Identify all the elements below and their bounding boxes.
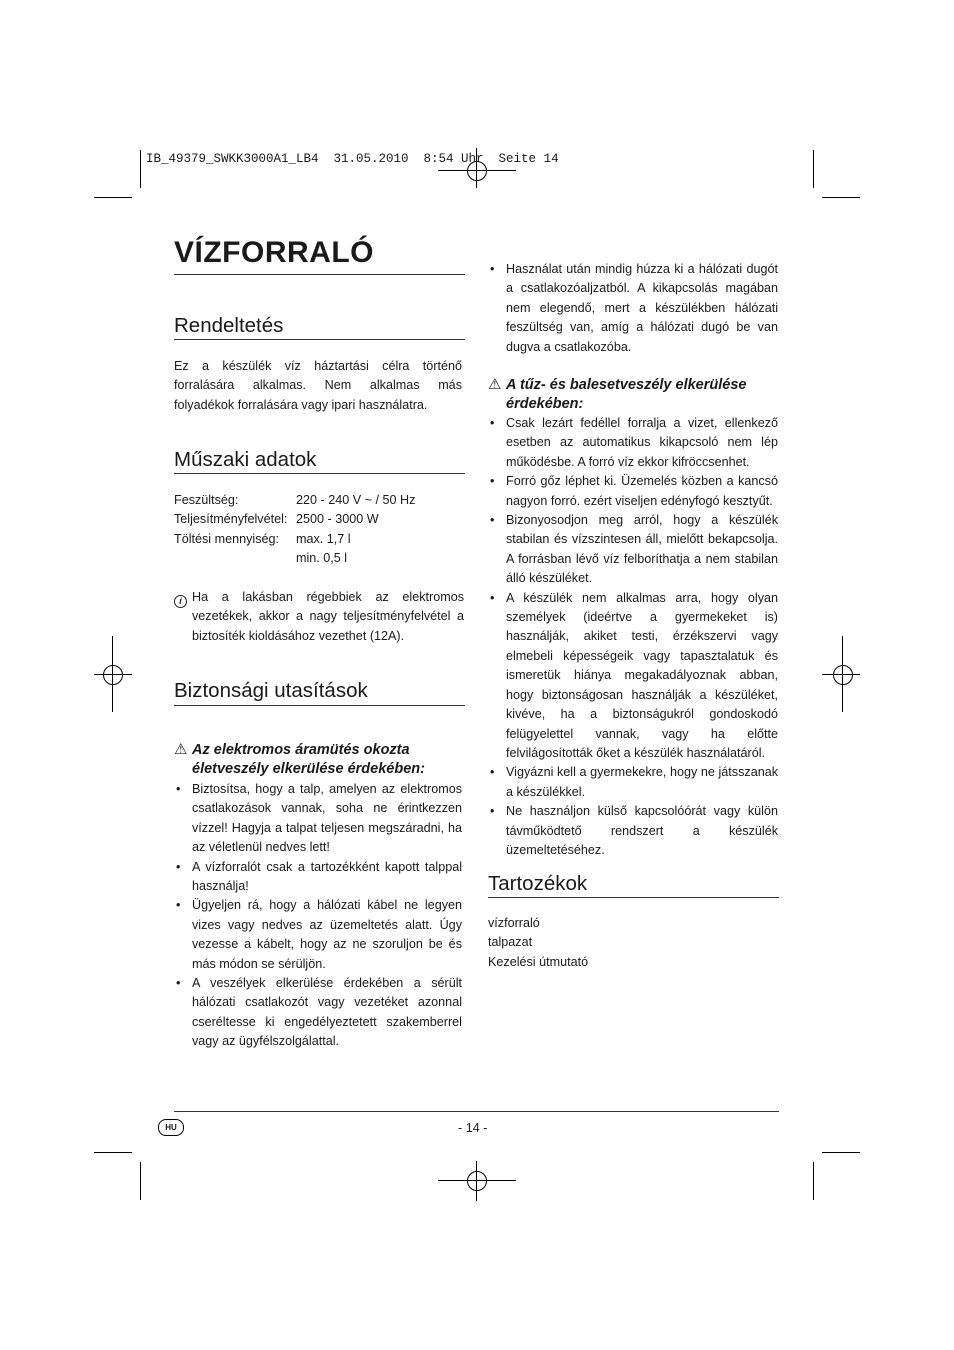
list-item: • Vigyázni kell a gyermekekre, hogy ne játsszanak a készülékkel. (488, 763, 778, 802)
heading-purpose: Rendeltetés (174, 314, 284, 337)
crop-mark (140, 1162, 141, 1200)
warning-icon: ⚠ (488, 376, 502, 393)
list-item: • A vízforralót csak a tartozékként kapott talppal használja! (174, 858, 462, 897)
list-fire (488, 414, 778, 860)
page-number: - 14 - (458, 1121, 488, 1135)
heading-rule (174, 705, 465, 706)
list-item: • Használat után mindig húzza ki a hálózati dugót a csatlakozóaljzatból. A kikapcsolás magában nem elegendő, mert a készülékben hálózati feszültség van, amíg a hálózati dugó be van dugva a csatlakozóba. (488, 260, 778, 357)
heading-safety: Biztonsági utasítások (174, 679, 368, 702)
crop-mark (822, 1152, 860, 1153)
purpose-text: Ez a készülék víz háztartási célra történő forralására alkalmas. Nem alkalmas más folyadékok forralására vagy ipari használatra. (174, 359, 462, 412)
page-title: VÍZFORRALÓ (174, 236, 374, 269)
list-unplug (488, 260, 778, 357)
spec-row: Teljesítményfelvétel: 2500 - 3000 W (174, 512, 379, 527)
crop-mark (94, 197, 132, 198)
list-item: Kezelési útmutató (488, 954, 589, 969)
heading-accessories: Tartozékok (488, 872, 588, 895)
list-item: • Biztosítsa, hogy a talp, amelyen az elektromos csatlakozások vannak, soha ne érintkezzen vízzel! Hagyja a talpat teljesen megszáradni, ha az véletlenül nedves lett! (174, 780, 462, 858)
crop-mark (140, 150, 141, 188)
language-badge: HU (158, 1119, 184, 1136)
list-electric (174, 780, 462, 1052)
spec-row: min. 0,5 l (296, 551, 348, 566)
list-item: • Forró gőz léphet ki. Üzemelés közben a kancsó nagyon forró. ezért viseljen edényfogó kesztyűt. (488, 472, 778, 511)
print-slug: IB_49379_SWKK3000A1_LB4 31.05.2010 8:54 Uhr Seite 14 (146, 152, 559, 166)
crop-mark (813, 150, 814, 188)
warning-icon: ⚠ (174, 741, 188, 758)
info-icon: i (174, 595, 187, 608)
warning-fire: ⚠ A tűz- és balesetveszély elkerülése érdekében: (488, 376, 747, 412)
list-item: • Bizonyosodjon meg arról, hogy a készülék stabilan és vízszintesen áll, mielőtt bekapcsolja. A forrásban lévő víz felboríthatja a nem stabilan álló készüléket. (488, 511, 778, 589)
list-item: • A veszélyek elkerülése érdekében a sérült hálózati csatlakozót vagy vezetéket azonnal cseréltesse ki engedélyeztetett szakemberrel vagy az ügyfélszolgálattal. (174, 974, 462, 1052)
footer-rule (174, 1111, 779, 1112)
spec-row: Feszültség: 220 - 240 V ~ / 50 Hz (174, 493, 416, 507)
list-item: vízforraló (488, 916, 540, 930)
heading-rule (488, 897, 779, 898)
warning-electric: ⚠ Az elektromos áramütés okozta életveszély elkerülése érdekében: (174, 741, 425, 777)
info-note: i Ha a lakásban régebbiek az elektromos vezetékek, akkor a nagy teljesítményfelvétel a biztosíték kioldásához vezethet (12A). (174, 588, 464, 646)
list-item: • A készülék nem alkalmas arra, hogy olyan személyek (ideértve a gyermekeket is) használják, akiket testi, érzékszervi vagy elmebeli képességeik vagy tapasztalatuk és ismeretük hiánya megakadályoznak abban, hogy biztonságosan használják a készüléket, kivéve, ha a biztonságukról gondoskodó felügyelettel vannak, vagy ha előtte felvilágosították őket a készülék használatáról. (488, 589, 778, 764)
list-item: • Ügyeljen rá, hogy a hálózati kábel ne legyen vizes vagy nedves az üzemeltetés alatt. Úgy vezesse a kábelt, hogy az ne szoruljon be és más módon se sérüljön. (174, 896, 462, 974)
crop-mark (813, 1162, 814, 1200)
crop-mark (94, 1152, 132, 1153)
crop-mark (822, 197, 860, 198)
list-item: talpazat (488, 935, 533, 950)
accessories-list (488, 914, 588, 972)
list-item: • Csak lezárt fedéllel forralja a vizet, ellenkező esetben az automatikus kikapcsoló nem lép működésbe. A forró víz ekkor kifröccsenhet. (488, 414, 778, 472)
heading-rule (174, 339, 465, 340)
spec-row: Töltési mennyiség: max. 1,7 l (174, 531, 351, 546)
title-rule (174, 274, 465, 275)
list-item: • Ne használjon külső kapcsolóórát vagy külön távműködtető rendszert a készülék üzemeltetéséhez. (488, 802, 778, 860)
heading-rule (174, 473, 465, 474)
specs-table (174, 491, 464, 569)
heading-specs: Műszaki adatok (174, 448, 317, 471)
